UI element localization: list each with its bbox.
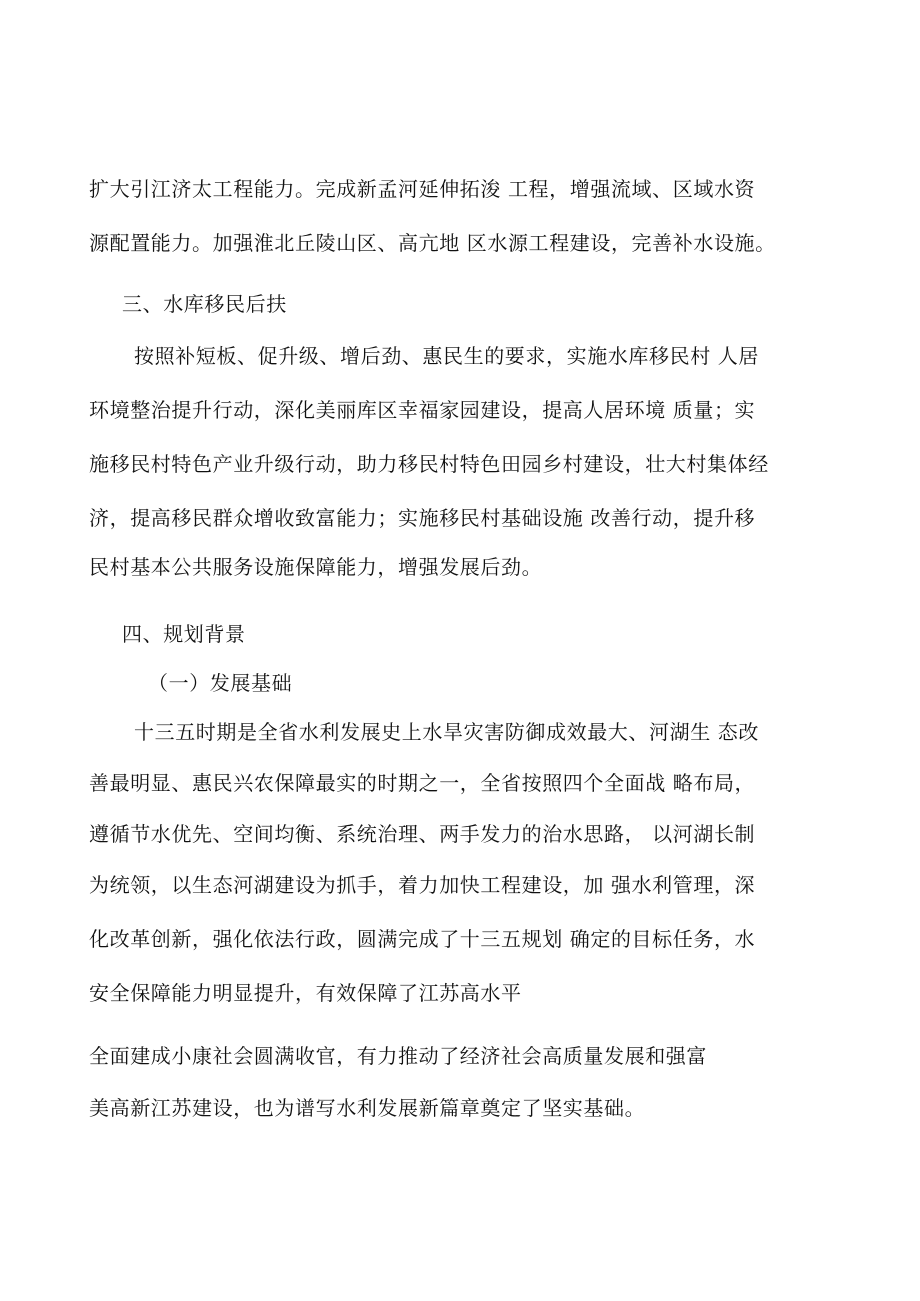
- subsection-heading: （一）发展基础: [148, 671, 293, 695]
- text-line: 安全保障能力明显提升，有效保障了江苏高水平: [89, 981, 522, 1005]
- text-line: 化改革创新，强化依法行政，圆满完成了十三五规划 确定的目标任务，水: [89, 927, 756, 951]
- text-line: 善最明显、惠民兴农保障最实的时期之一，全省按照四个全面战 略布局，: [89, 771, 756, 795]
- text-line: 扩大引江济太工程能力。完成新孟河延伸拓浚 工程，增强流域、区域水资: [89, 177, 756, 201]
- text-line: 为统领，以生态河湖建设为抓手，着力加快工程建设，加 强水利管理，深: [89, 873, 756, 897]
- section-heading: 四、规划背景: [122, 622, 246, 646]
- text-line: 十三五时期是全省水利发展史上水旱灾害防御成效最大、河湖生 态改: [134, 720, 759, 744]
- text-line: 美高新江苏建设，也为谱写水利发展新篇章奠定了坚实基础。: [89, 1096, 646, 1120]
- text-line: 按照补短板、促升级、增后劲、惠民生的要求，实施水库移民村 人居: [134, 344, 759, 368]
- text-line: 环境整治提升行动，深化美丽库区幸福家园建设，提高人居环境 质量；实: [89, 398, 756, 422]
- text-line: 全面建成小康社会圆满收官，有力推动了经济社会高质量发展和强富: [89, 1044, 707, 1068]
- text-line: 民村基本公共服务设施保障能力，增强发展后劲。: [89, 555, 543, 579]
- section-heading: 三、水库移民后扶: [122, 292, 287, 316]
- text-line: 施移民村特色产业升级行动，助力移民村特色田园乡村建设，壮大村集体经: [89, 452, 769, 476]
- text-line: 源配置能力。加强淮北丘陵山区、高亢地 区水源工程建设，完善补水设施。: [89, 231, 776, 255]
- text-line: 遵循节水优先、空间均衡、系统治理、两手发力的治水思路， 以河湖长制: [89, 822, 756, 846]
- text-line: 济，提高移民群众增收致富能力；实施移民村基础设施 改善行动，提升移: [89, 506, 756, 530]
